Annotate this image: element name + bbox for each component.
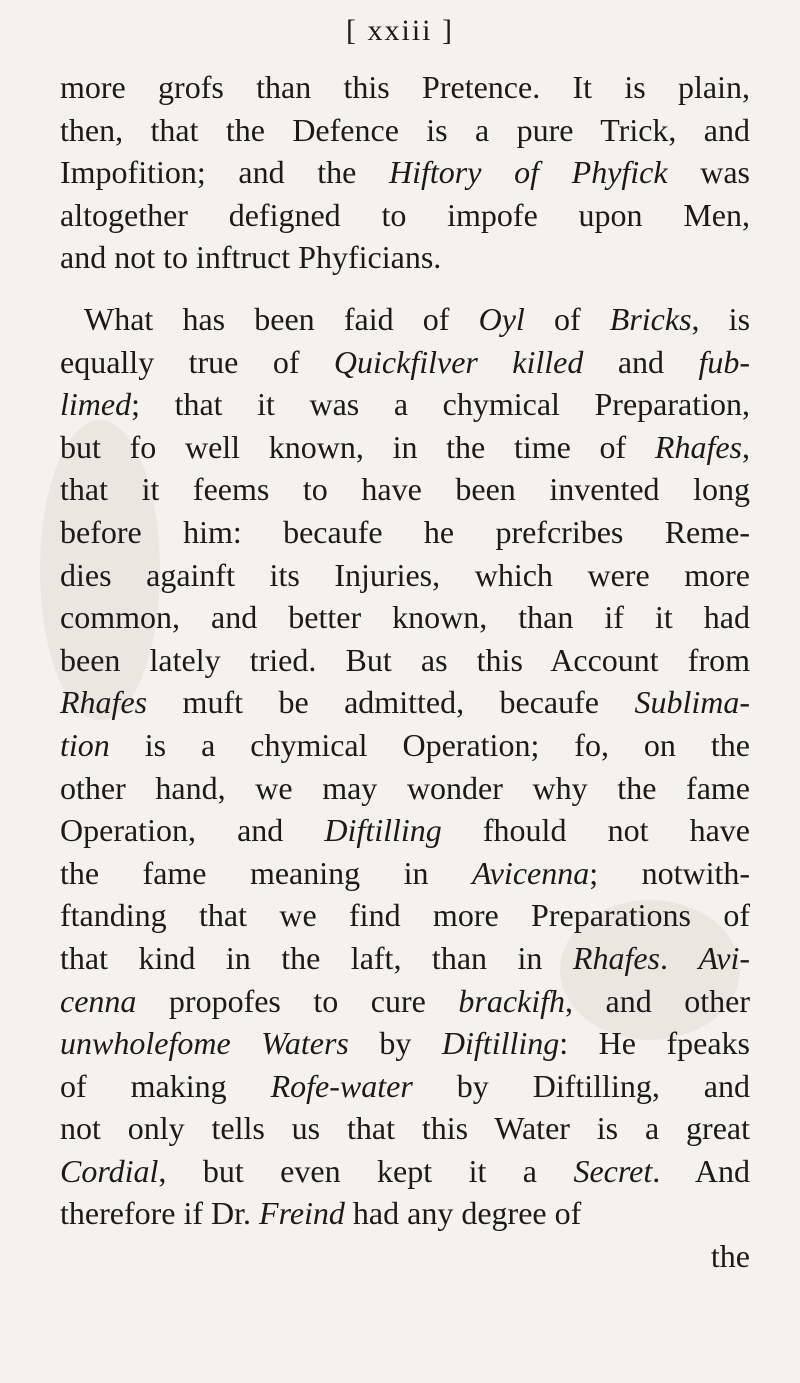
text-run: therefore if Dr. <box>60 1195 260 1232</box>
text-line <box>60 194 750 237</box>
text-line <box>60 767 750 810</box>
italic-run: limed <box>60 386 132 423</box>
text-run: the fame meaning in <box>60 854 472 891</box>
paragraph-1 <box>60 66 750 279</box>
italic-run: Avi- <box>698 939 751 976</box>
text-line <box>60 980 750 1023</box>
text-run: muft be admitted, becaufe <box>147 684 635 721</box>
text-line <box>60 383 750 426</box>
text-run: What has been faid of <box>84 301 479 337</box>
text-run: not only tells us that this Water is a great <box>60 1110 750 1147</box>
text-line <box>60 109 750 152</box>
italic-run: Oyl <box>478 301 525 337</box>
italic-run: Hiftory of Phyfick <box>389 154 668 191</box>
text-run: common, and better known, than if it had <box>60 599 750 636</box>
text-run: and not to inftruct Phyficians. <box>60 239 442 276</box>
italic-run: tion <box>60 726 110 763</box>
text-run: and <box>583 343 699 380</box>
text-run: had any degree of <box>344 1195 582 1232</box>
italic-run: brackifh <box>458 982 566 1019</box>
text-run: was <box>667 154 751 191</box>
text-line <box>60 66 750 109</box>
text-run: equally true of <box>60 343 334 380</box>
text-run: been lately tried. But as this Account from <box>60 641 750 678</box>
italic-run: Bricks <box>609 301 692 337</box>
text-run: propofes to cure <box>136 982 459 1019</box>
italic-run: Avicenna <box>471 854 590 891</box>
italic-run: Freind <box>259 1195 345 1232</box>
text-run: , is <box>691 301 751 337</box>
text-line <box>60 151 750 194</box>
page-number: [ xxiii ] <box>346 14 454 47</box>
text-run: dies againft its Injuries, which were more <box>60 556 750 593</box>
text-run: , <box>742 428 750 465</box>
text-run: of making <box>60 1067 271 1104</box>
text-run: of <box>524 301 610 337</box>
text-run: , but even kept it a <box>158 1152 574 1189</box>
text-run: , and other <box>565 982 751 1019</box>
text-line <box>60 236 750 279</box>
italic-run: unwholefome Waters <box>60 1025 349 1062</box>
text-run: ftanding that we find more Preparations of <box>60 897 750 934</box>
text-line <box>60 809 750 852</box>
text-run: . <box>659 939 699 976</box>
text-line <box>60 852 750 895</box>
text-line <box>60 937 750 980</box>
italic-run: Diftilling <box>324 812 442 849</box>
text-run: by Diftilling, and <box>412 1067 751 1104</box>
text-run: more grofs than this Pretence. It is plain, <box>60 69 750 105</box>
text-run: : He fpeaks <box>559 1025 750 1062</box>
text-line <box>60 1107 750 1150</box>
catchword: the <box>710 1238 750 1275</box>
italic-run: fub- <box>698 343 751 380</box>
text-line <box>60 426 750 469</box>
text-line <box>60 724 750 767</box>
text-line <box>60 1065 750 1108</box>
text-line <box>60 681 750 724</box>
italic-run: Rofe-water <box>270 1067 413 1104</box>
text-line <box>60 1192 750 1235</box>
text-run: other hand, we may wonder why the fame <box>60 769 750 806</box>
italic-run: Quickfilver killed <box>333 343 584 380</box>
italic-run: cenna <box>60 982 137 1019</box>
text-line <box>60 894 750 937</box>
text-run: Operation, and <box>60 812 325 849</box>
italic-run: Secret <box>573 1152 653 1189</box>
text-line <box>60 1150 750 1193</box>
italic-run: Rhafes <box>572 939 660 976</box>
text-line <box>60 511 750 554</box>
text-run: then, that the Defence is a pure Trick, and <box>60 111 750 148</box>
text-run: but fo well known, in the time of <box>60 428 655 465</box>
text-run: altogether defigned to impofe upon Men, <box>60 196 750 233</box>
text-run: fhould not have <box>441 812 751 849</box>
text-line <box>60 596 750 639</box>
text-line <box>60 1022 750 1065</box>
text-run: by <box>348 1025 442 1062</box>
text-run: that kind in the laft, than in <box>60 939 573 976</box>
italic-run: Cordial <box>60 1152 159 1189</box>
italic-run: Diftilling <box>441 1025 560 1062</box>
text-run: ; notwith- <box>589 854 750 891</box>
italic-run: Rhafes <box>654 428 742 465</box>
text-line <box>60 554 750 597</box>
text-run: Impofition; and the <box>60 154 390 191</box>
text-run: . And <box>652 1152 751 1189</box>
text-run: before him: becaufe he prefcribes Reme- <box>60 513 750 550</box>
text-line <box>60 341 750 384</box>
text-run: ; that it was a chymical Preparation, <box>131 386 750 423</box>
text-run: is a chymical Operation; fo, on the <box>109 726 750 763</box>
text-line <box>60 468 750 511</box>
italic-run: Sublima- <box>634 684 750 721</box>
text-line <box>60 298 750 341</box>
paragraph-2 <box>60 298 750 1278</box>
italic-run: Rhafes <box>60 684 148 721</box>
text-run: that it feems to have been invented long <box>60 471 750 508</box>
text-line <box>60 639 750 682</box>
